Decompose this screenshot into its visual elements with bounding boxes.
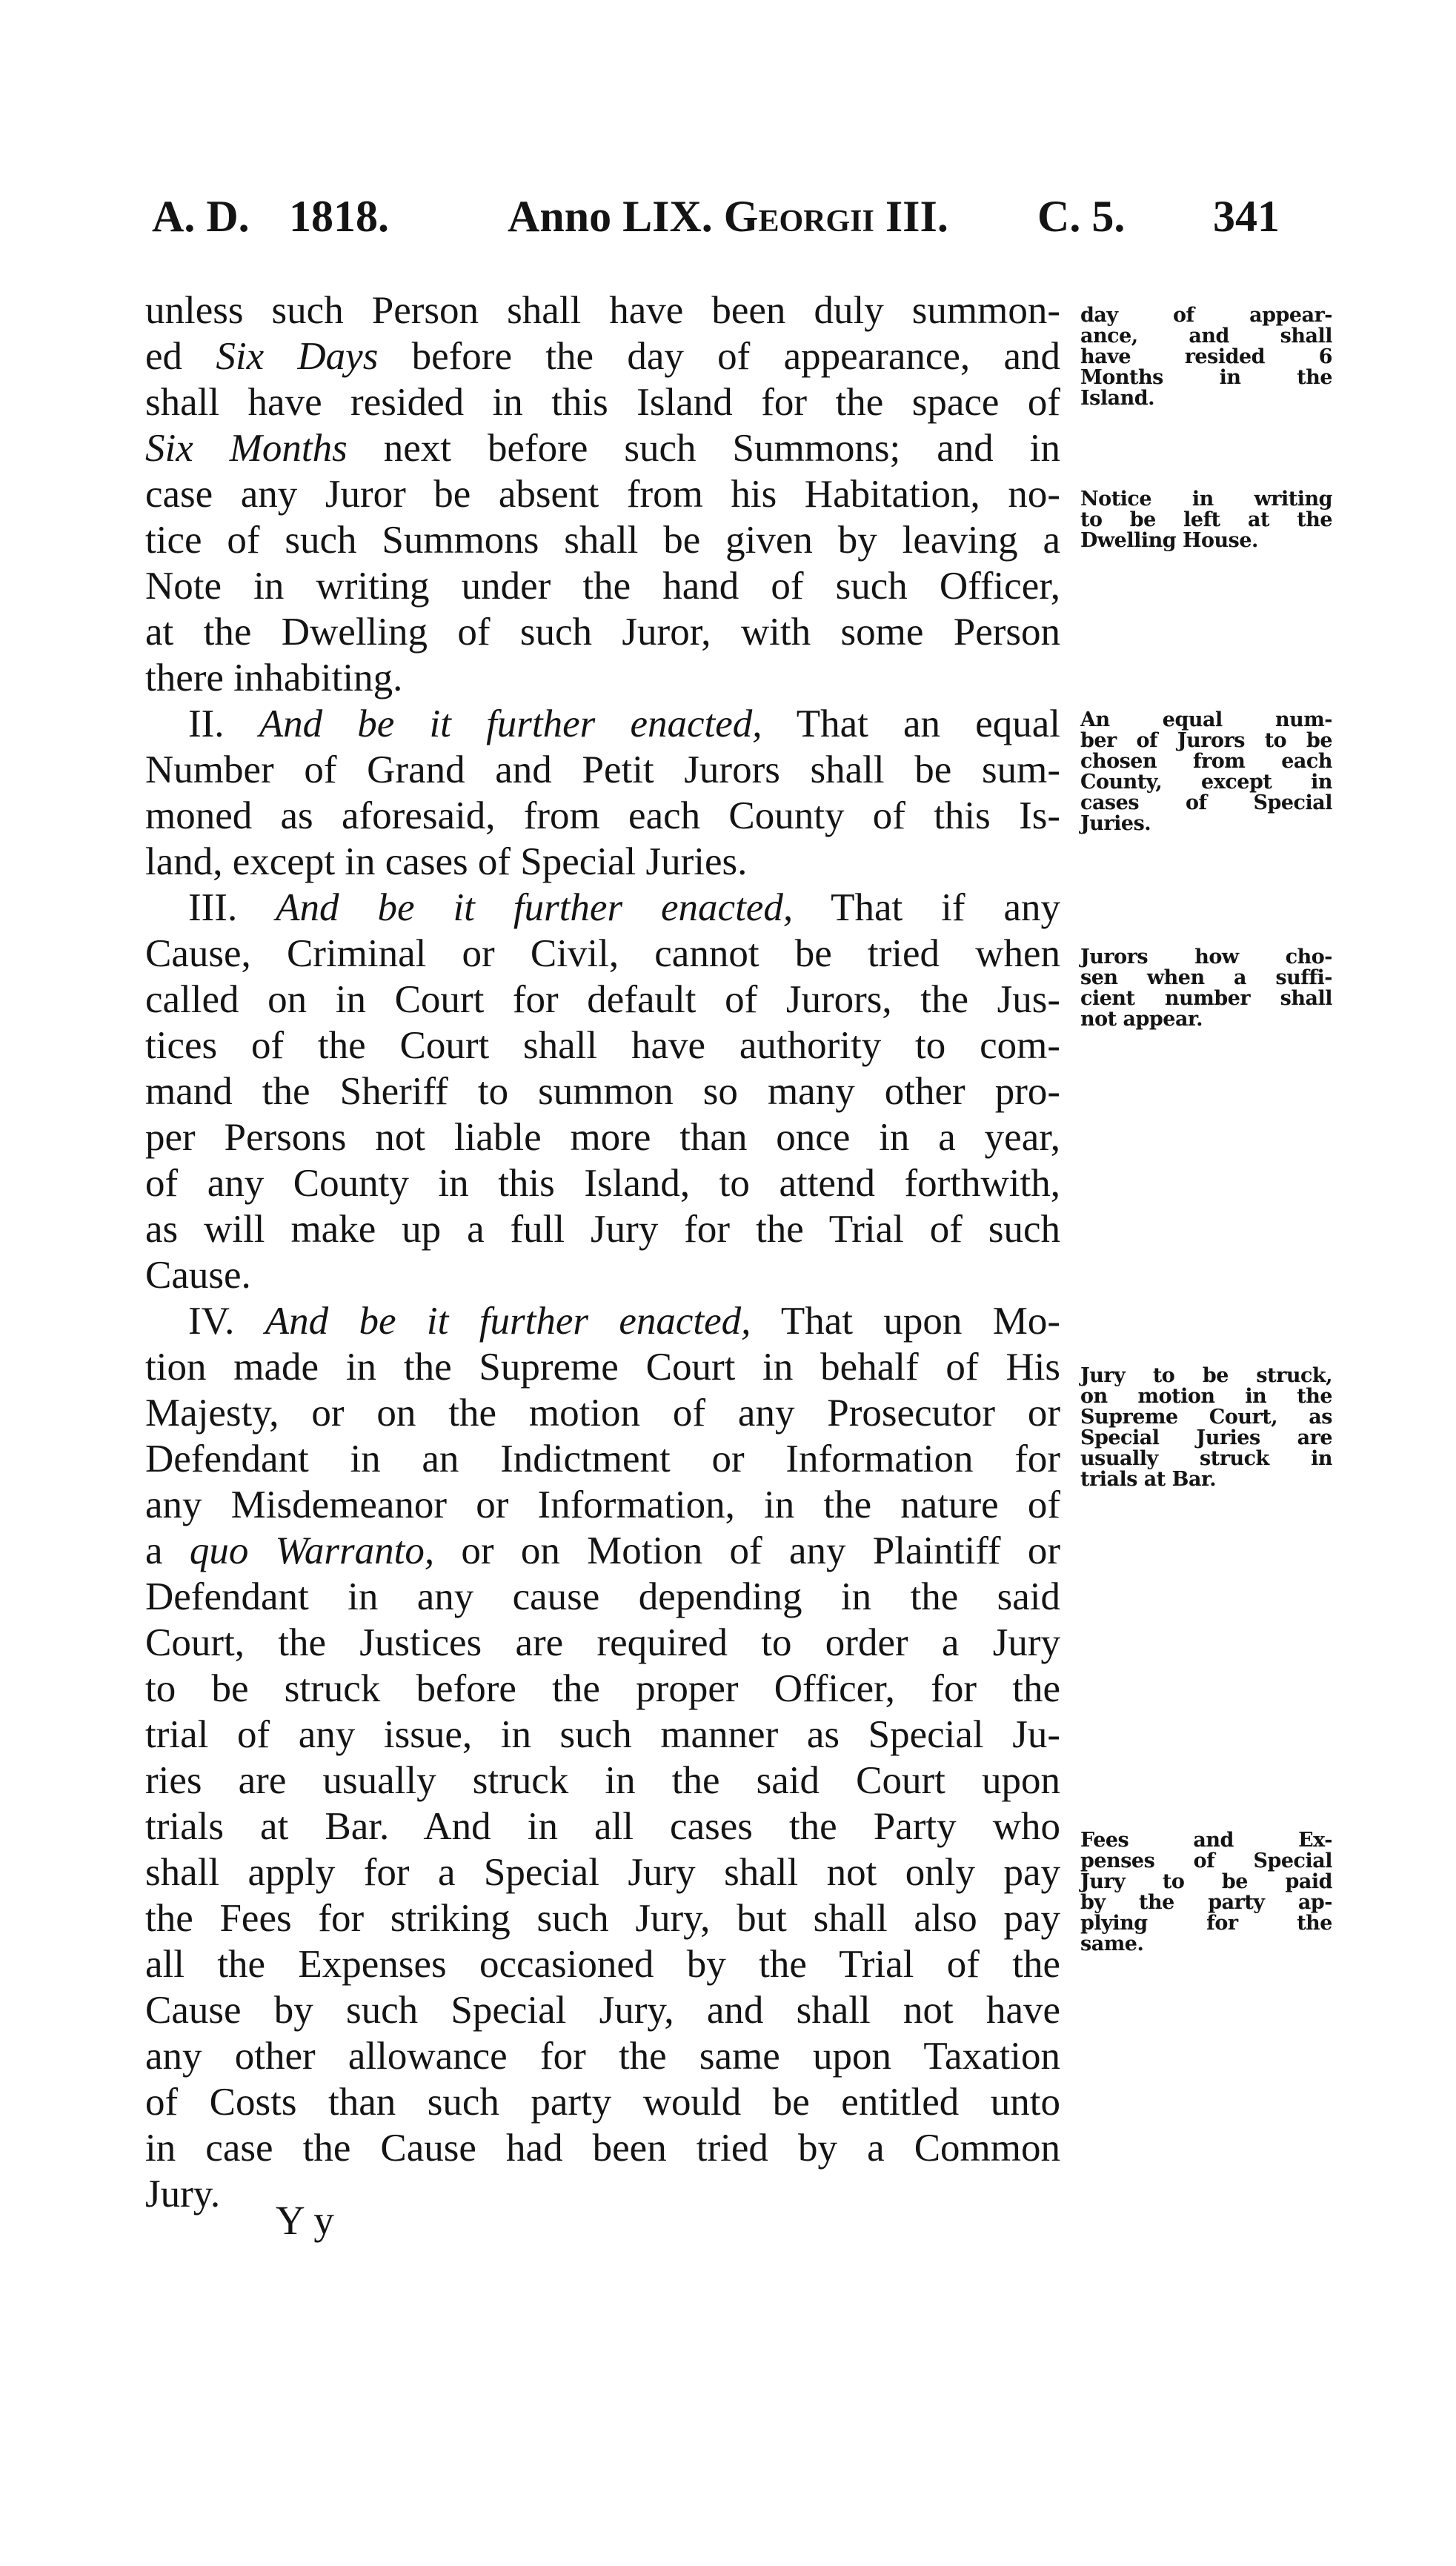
italic-phrase: And be it further enacted, bbox=[276, 886, 794, 929]
margin-note-line: Fees and Ex- bbox=[1080, 1829, 1332, 1852]
header-ad: A. D. bbox=[152, 192, 250, 241]
body-text: as will make up a full Jury for the Trial of such bbox=[145, 1208, 1060, 1251]
body-text: unless such Person shall have been duly summon- bbox=[145, 289, 1060, 332]
body-line bbox=[145, 471, 1060, 517]
body-text: tices of the Court shall have authority to com- bbox=[145, 1024, 1060, 1067]
body-line bbox=[145, 1666, 1060, 1712]
body-line bbox=[145, 1298, 1060, 1344]
body-line bbox=[145, 885, 1060, 931]
margin-note-line: usually struck in bbox=[1080, 1447, 1332, 1470]
body-line bbox=[145, 1068, 1060, 1114]
body-line bbox=[145, 1390, 1060, 1436]
body-text: ries are usually struck in the said Court upon bbox=[145, 1759, 1060, 1802]
margin-note-line: have resided 6 bbox=[1080, 345, 1332, 368]
body-text: of any County in this Island, to attend forthwith, bbox=[145, 1162, 1060, 1205]
body-line bbox=[145, 2033, 1060, 2079]
header-regnal-title bbox=[508, 191, 948, 242]
page-number: 341 bbox=[1213, 192, 1280, 241]
body-text: shall apply for a Special Jury shall not only pay bbox=[145, 1851, 1060, 1894]
margin-note-line: penses of Special bbox=[1080, 1849, 1332, 1872]
margin-note-line: Jury to be paid bbox=[1080, 1870, 1332, 1893]
body-line bbox=[145, 1941, 1060, 1987]
body-text: Note in writing under the hand of such Officer, bbox=[145, 565, 1060, 608]
margin-note bbox=[1080, 1830, 1332, 1955]
body-line bbox=[145, 1344, 1060, 1390]
body-text: to be struck before the proper Officer, for the bbox=[145, 1667, 1060, 1710]
body-line bbox=[145, 1712, 1060, 1758]
body-line bbox=[145, 1849, 1060, 1895]
header-chapter: C. 5. bbox=[1037, 192, 1126, 241]
body-line bbox=[145, 1895, 1060, 1941]
body-line bbox=[145, 333, 1060, 379]
body-text: mand the Sheriff to summon so many other pro- bbox=[145, 1070, 1060, 1113]
body-text: or on Motion of any Plaintiff or bbox=[434, 1529, 1060, 1572]
margin-note-line: on motion in the bbox=[1080, 1385, 1332, 1408]
header-king: Georgii III. bbox=[723, 192, 948, 241]
body-line bbox=[145, 1804, 1060, 1849]
margin-note-line: Special Juries are bbox=[1080, 1426, 1332, 1449]
header-year: 1818. bbox=[289, 192, 389, 241]
body-text: case any Juror be absent from his Habitation, no- bbox=[145, 473, 1060, 516]
body-line bbox=[145, 1206, 1060, 1252]
body-text: a bbox=[145, 1529, 190, 1572]
body-line bbox=[145, 793, 1060, 839]
body-line bbox=[145, 2125, 1060, 2171]
margin-note-line: by the party ap- bbox=[1080, 1891, 1332, 1914]
body-text: Majesty, or on the motion of any Prosecutor or bbox=[145, 1392, 1060, 1435]
body-line bbox=[145, 2079, 1060, 2125]
body-text: the Fees for striking such Jury, but shall also pay bbox=[145, 1897, 1060, 1940]
margin-note-line: to be left at the bbox=[1080, 508, 1332, 531]
body-line bbox=[145, 425, 1060, 471]
body-line bbox=[145, 1023, 1060, 1068]
body-line bbox=[145, 931, 1060, 977]
header-anno: Anno LIX. bbox=[508, 192, 713, 241]
body-text: Cause. bbox=[145, 1254, 251, 1297]
body-text: Defendant in any cause depending in the said bbox=[145, 1575, 1060, 1618]
body-text: Cause by such Special Jury, and shall not have bbox=[145, 1989, 1060, 2032]
body-line bbox=[145, 977, 1060, 1023]
margin-note-line: Notice in writing bbox=[1080, 488, 1332, 511]
body-text: per Persons not liable more than once in a year, bbox=[145, 1116, 1060, 1159]
body-text: trials at Bar. And in all cases the Party who bbox=[145, 1805, 1060, 1848]
body-text: land, except in cases of Special Juries. bbox=[145, 840, 748, 883]
body-text: next before such Summons; and in bbox=[347, 427, 1060, 470]
body-text: shall have resided in this Island for the space of bbox=[145, 381, 1060, 424]
italic-phrase: And be it further enacted, bbox=[265, 1300, 751, 1343]
body-line bbox=[145, 701, 1060, 747]
italic-phrase: Six Days bbox=[216, 335, 379, 378]
body-text: of Costs than such party would be entitled unto bbox=[145, 2081, 1060, 2124]
body-line bbox=[145, 1528, 1060, 1574]
margin-note-line: Months in the bbox=[1080, 366, 1332, 389]
body-text: in case the Cause had been tried by a Common bbox=[145, 2127, 1060, 2170]
body-text: IV. bbox=[188, 1300, 265, 1343]
body-line bbox=[145, 1252, 1060, 1298]
body-text: any other allowance for the same upon Taxation bbox=[145, 2035, 1060, 2078]
margin-note-line: ance, and shall bbox=[1080, 325, 1332, 348]
body-line bbox=[145, 1620, 1060, 1666]
body-text: ed bbox=[145, 335, 216, 378]
margin-note-line: cases of Special bbox=[1080, 791, 1332, 814]
body-line bbox=[145, 609, 1060, 655]
margin-note-line: sen when a suffi- bbox=[1080, 966, 1332, 989]
margin-note-line: Supreme Court, as bbox=[1080, 1406, 1332, 1429]
margin-note-line: Island. bbox=[1080, 387, 1154, 410]
margin-note bbox=[1080, 947, 1332, 1030]
margin-note-line: cient number shall bbox=[1080, 987, 1332, 1010]
body-text: Court, the Justices are required to order a Jury bbox=[145, 1621, 1060, 1664]
main-text-column bbox=[145, 287, 1060, 2217]
body-line bbox=[145, 517, 1060, 563]
body-text: II. bbox=[188, 702, 259, 745]
margin-note-line: Jury to be struck, bbox=[1080, 1364, 1332, 1387]
body-text: That if any bbox=[793, 886, 1060, 929]
italic-phrase: Six Months bbox=[145, 427, 348, 470]
body-line bbox=[145, 563, 1060, 609]
body-text: tice of such Summons shall be given by leaving a bbox=[145, 519, 1060, 562]
body-line bbox=[145, 1758, 1060, 1804]
margin-note-line: not appear. bbox=[1080, 1008, 1203, 1031]
body-text: Cause, Criminal or Civil, cannot be tried when bbox=[145, 932, 1060, 975]
italic-phrase: And be it further enacted, bbox=[259, 702, 762, 745]
body-text: at the Dwelling of such Juror, with some Person bbox=[145, 611, 1060, 654]
body-text: there inhabiting. bbox=[145, 657, 403, 699]
body-line bbox=[145, 839, 1060, 885]
body-line bbox=[145, 379, 1060, 425]
margin-note bbox=[1080, 1366, 1332, 1490]
margin-note-line: day of appear- bbox=[1080, 304, 1332, 327]
body-text: Defendant in an Indictment or Information for bbox=[145, 1437, 1060, 1480]
margin-note bbox=[1080, 489, 1332, 551]
margin-note-line: Jurors how cho- bbox=[1080, 945, 1332, 968]
body-text: III. bbox=[188, 886, 276, 929]
margin-note-line: Juries. bbox=[1080, 812, 1151, 835]
body-text: any Misdemeanor or Information, in the nature of bbox=[145, 1483, 1060, 1526]
margin-note-line: Dwelling House. bbox=[1080, 529, 1258, 552]
body-line bbox=[145, 1574, 1060, 1620]
body-line bbox=[145, 1160, 1060, 1206]
margin-note-line: ber of Jurors to be bbox=[1080, 729, 1332, 752]
body-line bbox=[145, 1436, 1060, 1482]
margin-note-line: plying for the bbox=[1080, 1912, 1332, 1935]
body-text: That an equal bbox=[762, 702, 1060, 745]
body-text: That upon Mo- bbox=[751, 1300, 1061, 1343]
body-line bbox=[145, 655, 1060, 701]
body-text: Jury. bbox=[145, 2173, 221, 2216]
running-header bbox=[152, 191, 1345, 258]
body-text: tion made in the Supreme Court in behalf of His bbox=[145, 1346, 1060, 1389]
body-line bbox=[145, 747, 1060, 793]
body-line bbox=[145, 1114, 1060, 1160]
margin-note-line: An equal num- bbox=[1080, 708, 1332, 731]
body-line bbox=[145, 287, 1060, 333]
margin-note bbox=[1080, 710, 1332, 834]
catchword: Y y bbox=[276, 2198, 334, 2243]
margin-note-line: same. bbox=[1080, 1932, 1144, 1955]
margin-note-line: chosen from each bbox=[1080, 750, 1332, 773]
body-text: all the Expenses occasioned by the Trial of the bbox=[145, 1943, 1060, 1986]
italic-phrase: quo Warranto, bbox=[189, 1529, 435, 1572]
body-text: called on in Court for default of Jurors, the Jus- bbox=[145, 978, 1060, 1021]
body-text: trial of any issue, in such manner as Special Ju- bbox=[145, 1713, 1060, 1756]
body-text: before the day of appearance, and bbox=[378, 335, 1060, 378]
body-text: moned as aforesaid, from each County of this Is- bbox=[145, 794, 1060, 837]
margin-note bbox=[1080, 305, 1332, 409]
body-line bbox=[145, 1987, 1060, 2033]
body-text: Number of Grand and Petit Jurors shall be sum- bbox=[145, 748, 1060, 791]
body-line bbox=[145, 1482, 1060, 1528]
margin-note-line: trials at Bar. bbox=[1080, 1468, 1217, 1491]
margin-note-line: County, except in bbox=[1080, 771, 1332, 794]
